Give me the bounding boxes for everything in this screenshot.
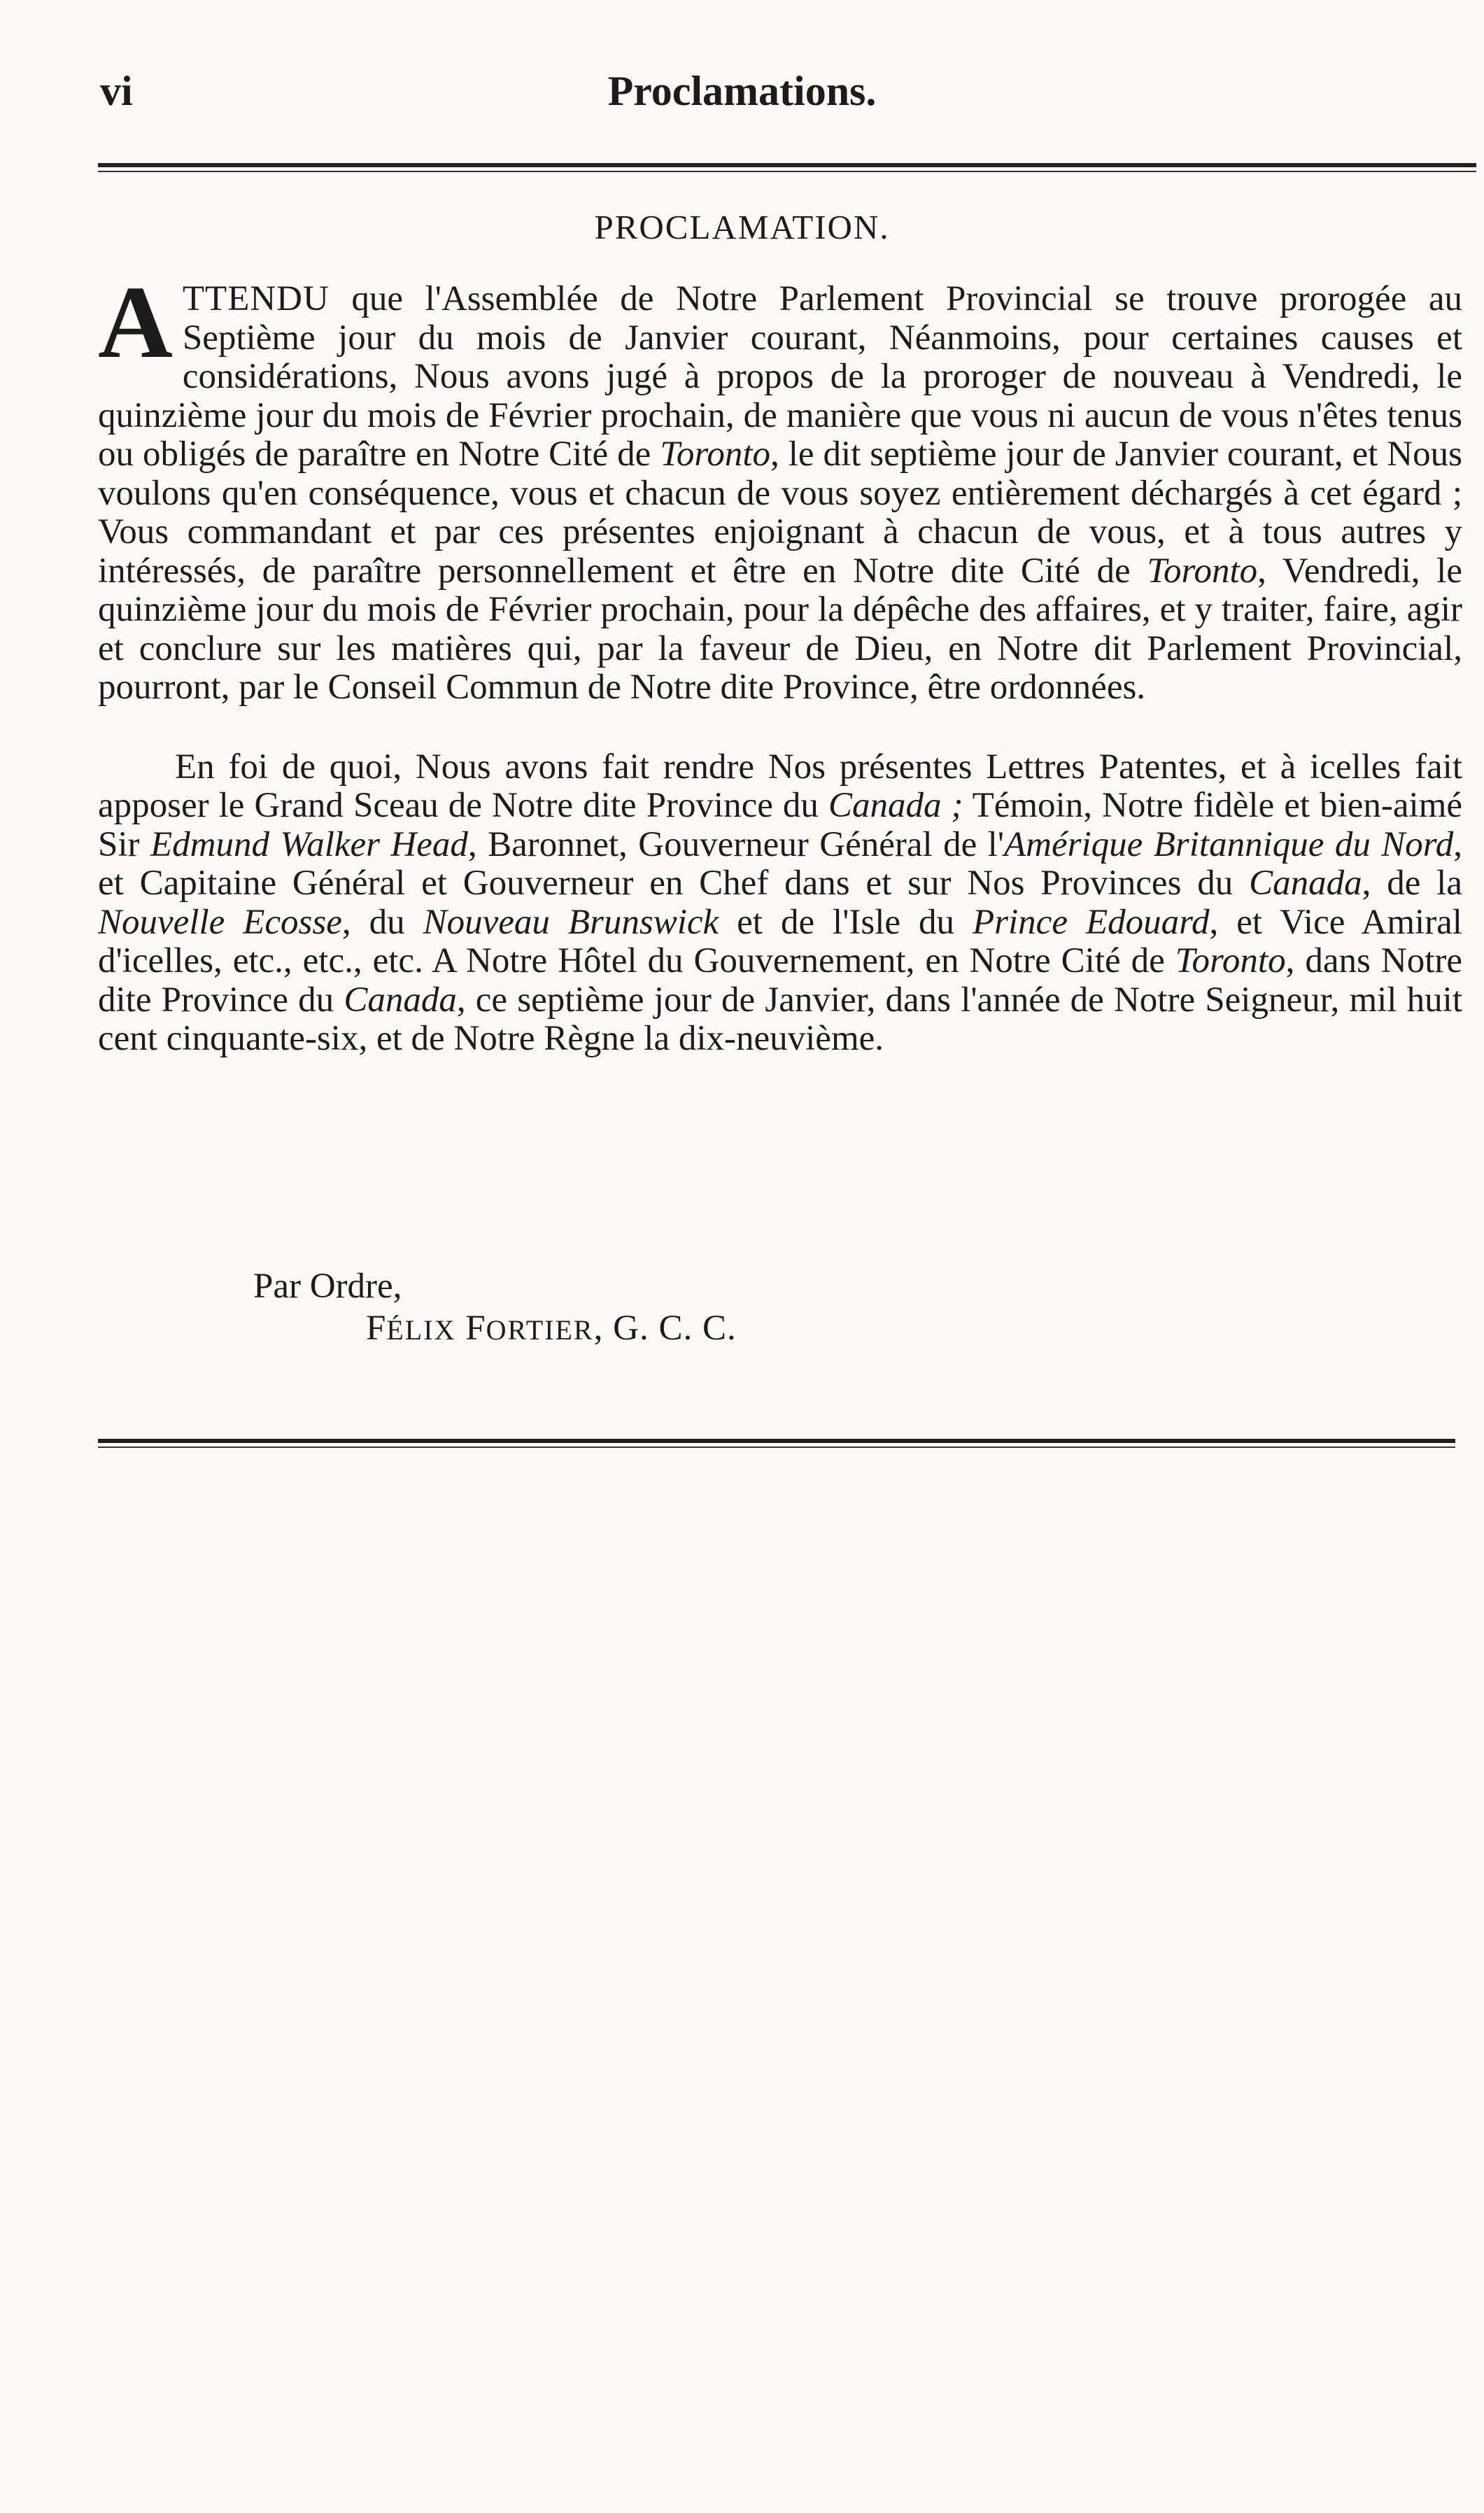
lead-word: TTENDU [182, 279, 330, 318]
footer-rule [98, 1439, 1455, 1448]
name-initial: F [366, 1309, 387, 1348]
italic-run: Nouveau Brunswick [423, 902, 719, 942]
place-name: Toronto [660, 435, 771, 474]
proclamation-body [98, 265, 1462, 1059]
page-number: vi [100, 68, 133, 114]
text-run: , Vendredi, le quinzième jour du mois de Février prochain, pour la dépêche des affaires, et y traiter, faire, agir et conclure sur les matières qui, par la faveur de Dieu, en Notre dit Parlement Provincial, pourront, par le Conseil Commun de Notre dite Province, être ordonnées. [98, 551, 1462, 707]
drop-cap: A [98, 265, 173, 380]
text-run: , Baronnet, Gouverneur Général de l' [467, 824, 1005, 864]
paragraph-witness [98, 748, 1462, 1059]
name-initial: F [465, 1309, 486, 1348]
text-run: Témoin, Notre fidèle et bien-aimé Sir [98, 786, 1462, 864]
text-run: , le dit septième jour de Janvier courant, et Nous voulons qu'en conséquence, vous et chacun de vous soyez entièrement déchargés à cet égard ; Vous commandant et par ces présentes enjoignant à chacun de vous, et à tous autres y intéressés, de paraître personnellement et être en Notre dite Cité de [98, 435, 1462, 591]
italic-run: Prince Edouard [973, 902, 1210, 942]
italic-run: Canada [344, 980, 457, 1020]
text-run: , dans Notre dite Province du [98, 941, 1462, 1020]
italic-run: Toronto [1175, 941, 1286, 980]
signatory-name [366, 1307, 1484, 1351]
italic-run: Canada ; [828, 786, 963, 825]
italic-run: Amérique Britannique du Nord [1004, 824, 1454, 864]
text-run: , et Capitaine Général et Gouverneur en Chef dans et sur Nos Provinces du [98, 824, 1462, 903]
italic-run: Nouvelle Ecosse [98, 902, 342, 942]
signature-block [0, 1265, 1484, 1351]
by-order-line: Par Ordre, [253, 1267, 402, 1306]
running-title: Proclamations. [607, 68, 877, 114]
italic-run: Canada [1249, 864, 1362, 903]
italic-run: Edmund Walker Head [150, 824, 468, 864]
text-run: que l'Assemblée de Notre Parlement Provincial se trouve prorogée au Septième jour du mois de Janvier courant, Néanmoins, pour certaines causes et considérations, Nous avons jugé à propos de la proroger de nouveau à Vendredi, le quinzième jour du mois de Février prochain, de manière que vous ni aucun de vous n'êtes tenus ou obligés de paraître en Notre Cité de [98, 279, 1462, 474]
text-run: , et Vice Amiral d'icelles, etc., etc., etc. A Notre Hôtel du Gouvernement, en Notre Cité de [98, 902, 1462, 980]
header-rule [98, 163, 1476, 172]
name-smallcaps: ÉLIX [386, 1314, 456, 1346]
paragraph-main [98, 265, 1462, 708]
name-smallcaps: ORTIER [486, 1314, 594, 1346]
text-run: et de l'Isle du [719, 902, 973, 942]
text-run: En foi de quoi, Nous avons fait rendre Nos présentes Lettres Patentes, et à icelles fait apposer le Grand Sceau de Notre dite Province du [98, 747, 1462, 825]
name-suffix: , G. C. C. [593, 1309, 737, 1348]
place-name: Toronto [1147, 551, 1258, 591]
text-run: , ce septième jour de Janvier, dans l'année de Notre Seigneur, mil huit cent cinquante-six, et de Notre Règne la dix-neuvième. [98, 980, 1462, 1058]
text-run: , de la [1362, 864, 1462, 903]
text-run: , du [341, 902, 423, 942]
proclamation-heading: PROCLAMATION. [594, 208, 890, 246]
